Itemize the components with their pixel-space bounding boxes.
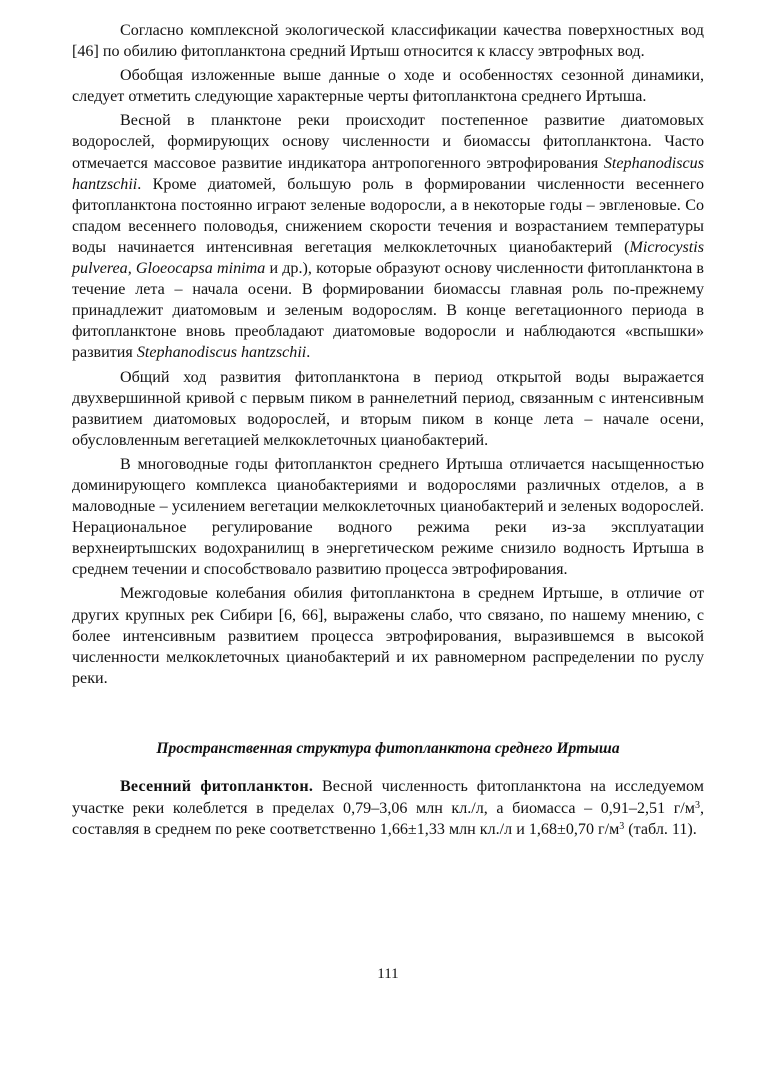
body-text <box>72 20 704 689</box>
paragraph-text: и др.), которые образуют основу численности фитопланктона в течение лета – начала осени. В формировании биомассы главная роль по-прежнему принадлежит диатомовым и зеленым водорослям. В конце вегетационного периода в фитопланктоне вновь преобладают диатомовые водоросли и наблюдаются «вспышки» развития <box>72 260 704 362</box>
paragraph <box>72 20 704 62</box>
paragraph-text: . <box>306 344 311 362</box>
paragraph <box>72 367 704 451</box>
paragraph-text: Согласно комплексной экологической классификации качества поверхностных вод [46] по обилию фитопланктона средний Иртыш относится к классу эвтрофных вод. <box>72 22 704 61</box>
paragraph-text: . Кроме диатомей, большую роль в формировании численности весеннего фитопланктона постоянно играют зеленые водоросли, а в некоторые годы – эвгленовые. Со спадом весеннего половодья, снижением скорости течения и возрастанием температуры воды начинается интенсивная вегетация мелкоклеточных цианобактерий ( <box>72 175 704 256</box>
paragraph-text: Общий ход развития фитопланктона в период открытой воды выражается двухвершинной кривой с первым пиком в раннелетний период, связанным с интенсивным развитием диатомовых водорослей, и вторым пиком в конце лета – начале осени, обусловленным вегетацией мелкоклеточных цианобактерий. <box>72 368 704 449</box>
superscript-cubic-1: 3 <box>694 799 700 811</box>
paragraph-text: В многоводные годы фитопланктон среднего Иртыша отличается насыщенностью доминирующего комплекса цианобактериями и водорослями различных отделов, а в маловодные – усилением вегетации мелкоклеточных цианобактерий и зеленых водорослей. Нерациональное регулирование водного режима реки из-за эксплуатации верхнеиртышских водохранилищ в энергетическом режиме снизило водность Иртыша в среднем течении и способствовало развитию процесса эвтрофирования. <box>72 455 704 579</box>
subsection-paragraph <box>72 776 704 841</box>
paragraph <box>72 454 704 581</box>
species-name: Stephanodiscus hantzschii <box>72 154 704 193</box>
superscript-cubic-2: 3 <box>619 821 625 833</box>
subsection-text-1: Весной численность фитопланктона на исследуемом участке реки колеблется в пределах 0,79–3,06 млн кл./л, а биомасса – 0,91–2,51 г/м <box>72 777 704 817</box>
page-number: 111 <box>377 966 399 982</box>
species-name: Microcystis pulverea, Gloeocapsa minima <box>72 238 704 278</box>
paragraph <box>72 583 704 688</box>
section-title: Пространственная структура фитопланктона среднего Иртыша <box>156 739 620 757</box>
subsection-text-2: , составляя в среднем по реке соответственно 1,66±1,33 млн кл./л и 1,68±0,70 г/м <box>72 799 704 839</box>
paragraph <box>72 65 704 107</box>
species-name: Stephanodiscus hantzschii <box>136 344 307 362</box>
subsection-text-3: (табл. 11). <box>624 821 697 839</box>
paragraph-text: Обобщая изложенные выше данные о ходе и особенностях сезонной динамики, следует отметить следующие характерные черты фитопланктона среднего Иртыша. <box>72 67 704 106</box>
document-page <box>72 20 704 1060</box>
paragraph-text: Весной в планктоне реки происходит постепенное развитие диатомовых водорослей, формирующих основу численности и биомассы фитопланктона. Часто отмечается массовое развитие индикатора антропогенного эвтрофирования <box>72 112 704 172</box>
subsection-lead: Весенний фитопланктон. <box>120 777 314 795</box>
paragraph <box>72 110 704 363</box>
paragraph-text: Межгодовые колебания обилия фитопланктона в среднем Иртыше, в отличие от других крупных рек Сибири [6, 66], выражены слабо, что связано, по нашему мнению, с более интенсивным развитием процесса эвтрофирования, выразившемся в высокой численности мелкоклеточных цианобактерий и их равномерном распределении по руслу реки. <box>72 585 704 687</box>
